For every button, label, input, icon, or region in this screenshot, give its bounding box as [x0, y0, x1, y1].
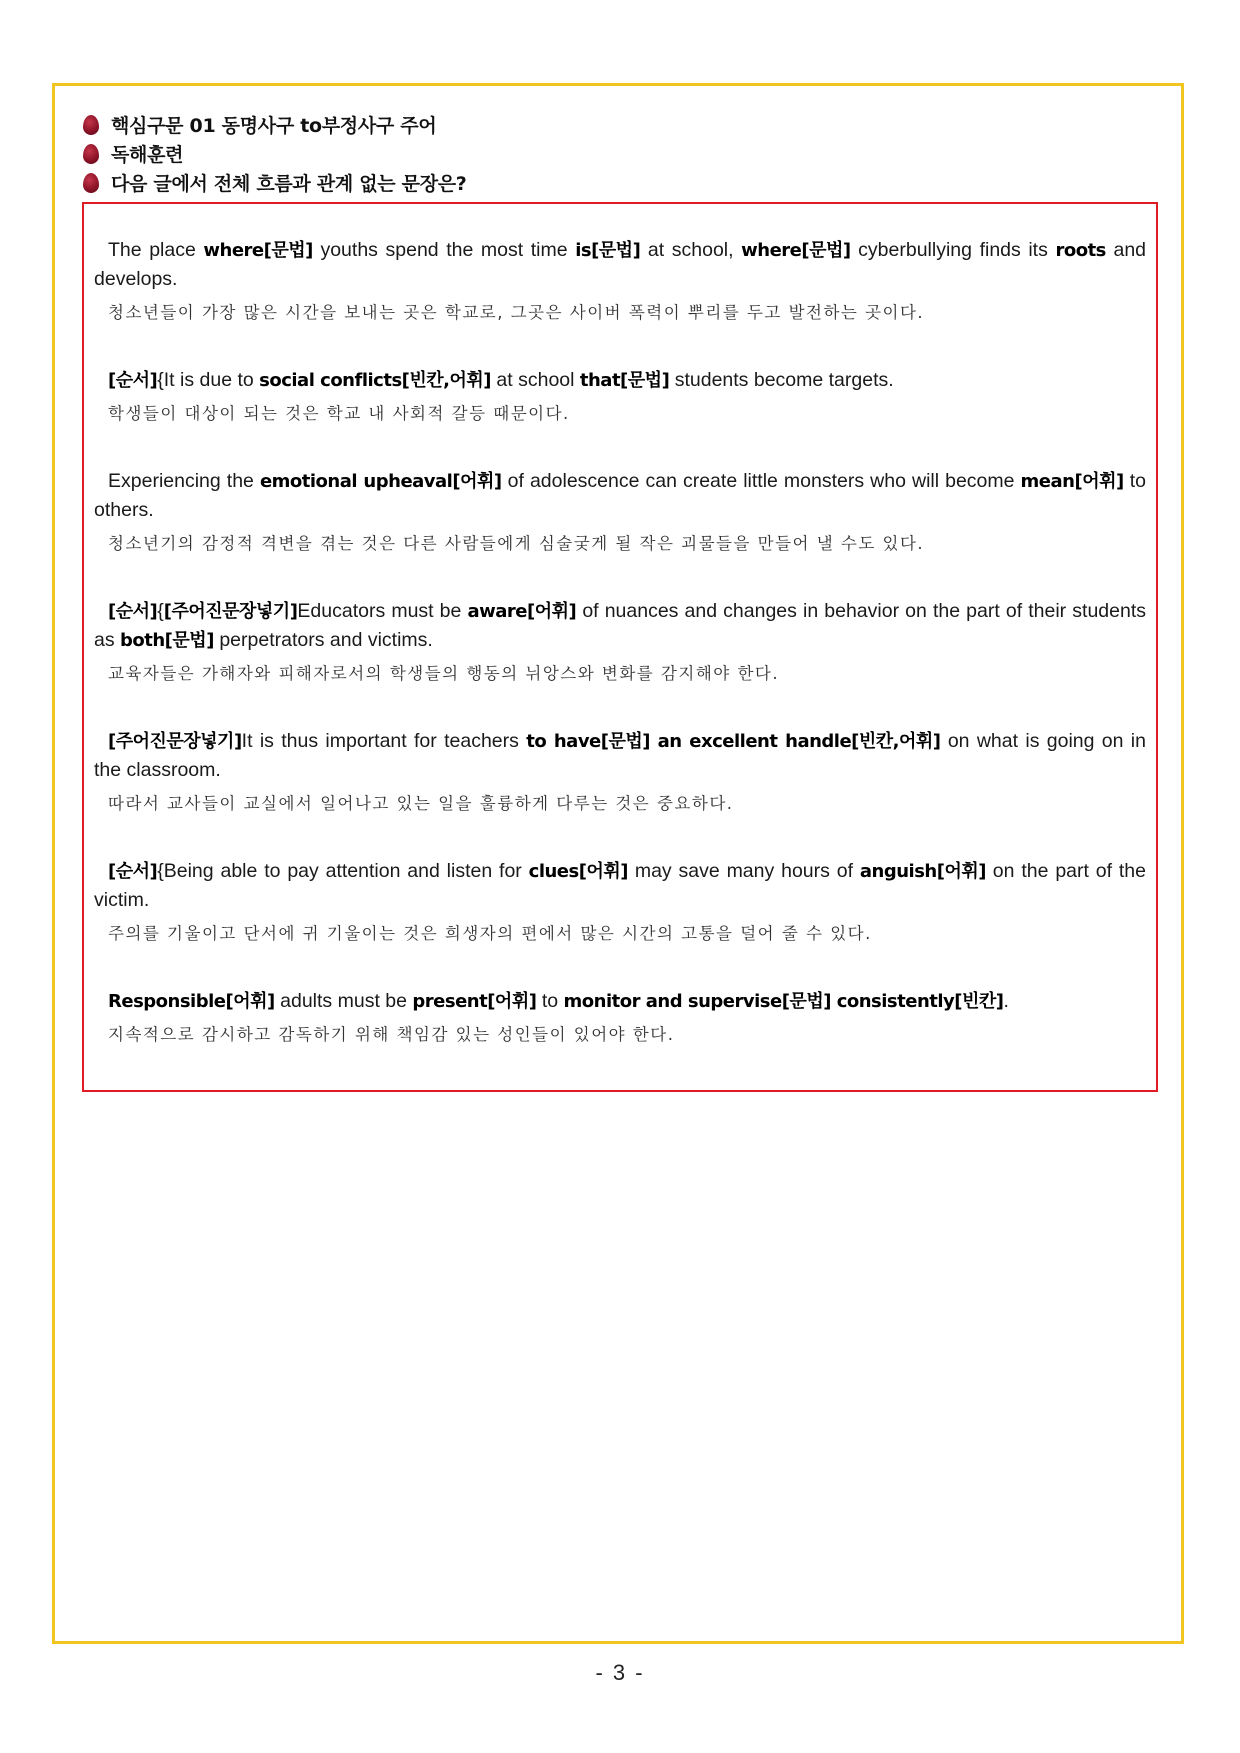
english-sentence: [순서]{It is due to social conflicts[빈칸,어휘] at school that[문법] students become targets. [108, 369, 894, 391]
passage-sentence [94, 597, 1146, 687]
english-sentence: [순서]{Being able to pay attention and listen for clues[어휘] may save many hours of anguish[어휘] on the part of the victim. [94, 860, 1146, 911]
english-sentence: The place where[문법] youths spend the most time is[문법] at school, where[문법] cyberbullying finds its roots and develops. [94, 239, 1147, 290]
korean-translation: 교육자들은 가해자와 피해자로서의 학생들의 행동의 뉘앙스와 변화를 감지해야 한다. [108, 664, 780, 683]
header-item-question [83, 168, 467, 197]
korean-translation: 따라서 교사들이 교실에서 일어나고 있는 일을 훌륭하게 다루는 것은 중요하다. [108, 794, 734, 813]
bullet-icon [83, 144, 99, 164]
passage-sentence [94, 467, 1146, 557]
english-sentence: [순서]{[주어진문장넣기]Educators must be aware[어휘] of nuances and changes in behavior on the part of their students as both[문법] perpetrators and victims. [94, 600, 1146, 651]
korean-translation: 청소년기의 감정적 격변을 겪는 것은 다른 사람들에게 심술궂게 될 작은 괴물들을 만들어 낼 수도 있다. [108, 534, 925, 553]
english-sentence: Experiencing the emotional upheaval[어휘] of adolescence can create little monsters who will become mean[어휘] to others. [94, 470, 1147, 521]
passage-box [82, 202, 1158, 1092]
header-title: 핵심구문 01 동명사구 to부정사구 주어 [111, 115, 437, 137]
korean-translation: 청소년들이 가장 많은 시간을 보내는 곳은 학교로, 그곳은 사이버 폭력이 뿌리를 두고 발전하는 곳이다. [108, 303, 925, 322]
page-number: - 3 - [595, 1660, 645, 1685]
passage-sentence [94, 236, 1146, 326]
english-sentence: Responsible[어휘] adults must be present[어휘] to monitor and supervise[문법] consistently[빈칸]. [108, 990, 1009, 1012]
bullet-icon [83, 173, 99, 193]
korean-translation: 학생들이 대상이 되는 것은 학교 내 사회적 갈등 때문이다. [108, 404, 570, 423]
passage-sentence [94, 727, 1146, 817]
passage-sentence [94, 366, 1146, 427]
header-subtitle: 독해훈련 [111, 144, 184, 166]
korean-translation: 지속적으로 감시하고 감독하기 위해 책임감 있는 성인들이 있어야 한다. [108, 1025, 675, 1044]
passage-sentence [94, 987, 1146, 1048]
english-sentence: [주어진문장넣기]It is thus important for teachers to have[문법] an excellent handle[빈칸,어휘] on what is going on in the classroom. [94, 730, 1146, 781]
header-item-reading-training [83, 139, 467, 168]
korean-translation: 주의를 기울이고 단서에 귀 기울이는 것은 희생자의 편에서 많은 시간의 고통을 덜어 줄 수 있다. [108, 924, 872, 943]
header-list [83, 110, 467, 197]
header-item-core-syntax [83, 110, 467, 139]
bullet-icon [83, 115, 99, 135]
question-prompt: 다음 글에서 전체 흐름과 관계 없는 문장은? [111, 173, 467, 195]
passage-sentence [94, 857, 1146, 947]
